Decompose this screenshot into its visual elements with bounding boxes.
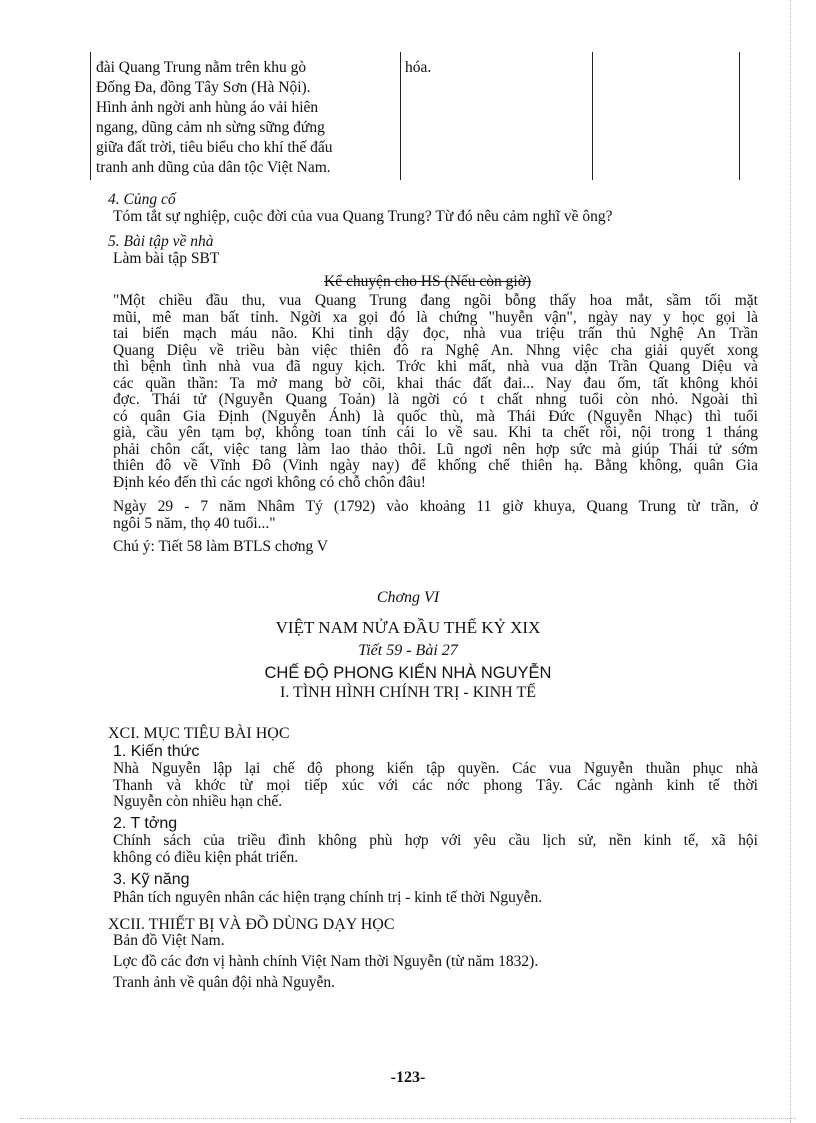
table-cell-line: đài Quang Trung nằm trên khu gò <box>96 59 307 76</box>
table-cell-line: Hình ảnh ngời anh hùng áo vải hiên <box>96 99 319 116</box>
story-line: ngôi 5 năm, thọ 40 tuổi..." <box>113 514 276 532</box>
consolidation-heading: 4. Củng cố <box>108 191 176 208</box>
table-cell-line: giữa đất trời, tiêu biểu cho khí thế đấu <box>96 139 333 156</box>
homework-text: Làm bài tập SBT <box>113 250 220 267</box>
table-border-col1 <box>400 52 401 180</box>
thought-heading: 2. T tởng <box>113 815 178 832</box>
knowledge-line: Thanh và khớc từ mọi tiếp xúc với các nớc phong Tây. Các ngành kinh tế thời <box>113 776 758 794</box>
equipment-item: Lợc đồ các đơn vị hành chính Việt Nam thời Nguyễn (từ năm 1832). <box>113 953 539 970</box>
table-cell-2: hóa. <box>405 59 432 76</box>
story-note: Chú ý: Tiết 58 làm BTLS chơng V <box>113 538 329 555</box>
skills-text: Phân tích nguyên nhân các hiện trạng chính trị - kinh tế thời Nguyễn. <box>113 889 543 906</box>
equipment-item: Tranh ảnh về quân đội nhà Nguyễn. <box>113 974 335 991</box>
objectives-heading: XCI. MỤC TIÊU BÀI HỌC <box>108 725 290 742</box>
story-line: "Một chiều đầu thu, vua Quang Trung đang ngồi bỗng thấy hoa mắt, sầm tối mặt <box>113 292 758 309</box>
story-line: tai biến mạch máu não. Khi tỉnh dậy đọc, nhà vua triệu trấn thủ Nghệ An Trần <box>113 325 758 342</box>
page-edge-right <box>790 0 791 1123</box>
knowledge-paragraph <box>113 761 758 811</box>
section-title: I. TÌNH HÌNH CHÍNH TRỊ - KINH TẾ <box>280 684 536 701</box>
thought-line: Chính sách của triều đình không phù hợp với yêu cầu lịch sử, nền kinh tế, xã hội <box>113 832 758 849</box>
story-line: đợc. Thái tử (Nguyễn Quang Toản) là ngời có t chất nhng tuổi còn nhỏ. Ngoài thì <box>113 391 758 408</box>
equipment-item: Bản đồ Việt Nam. <box>113 932 225 949</box>
knowledge-line: Nguyễn còn nhiều hạn chế. <box>113 793 283 810</box>
table-border-right <box>739 52 740 180</box>
table-cell-line: ngang, dũng cảm nh sừng sững đứng <box>96 119 325 136</box>
table-cell-line: Đống Đa, đồng Tây Sơn (Hà Nội). <box>96 79 311 96</box>
page-edge-bottom <box>20 1118 796 1119</box>
table-cell-line: tranh anh dũng của dân tộc Việt Nam. <box>96 159 331 176</box>
table-border-col2 <box>592 52 593 180</box>
story-title: Kể chuyện cho HS (Nếu còn giờ) <box>324 273 532 290</box>
chapter-title: VIỆT NAM NỬA ĐẦU THẾ KỶ XIX <box>275 618 541 637</box>
story-line: Định kéo đến thì các ngơi không có chỗ chôn đâu! <box>113 473 426 491</box>
story-line: thiên đô về Vĩnh Đô (Vinh ngày nay) để khống chế thiên hạ. Bằng không, quân Gia <box>113 457 758 474</box>
page-number: -123- <box>390 1069 426 1086</box>
lesson-title: CHẾ ĐỘ PHONG KIẾN NHÀ NGUYỄN <box>264 664 552 682</box>
story-line: Quang Diệu về triều bàn việc thiên đô ra Nghệ An. Nhng việc cha giải quyết xong <box>113 341 758 359</box>
skills-heading: 3. Kỹ năng <box>113 871 190 888</box>
story-line: Ngày 29 - 7 năm Nhâm Tý (1792) vào khoảng 11 giờ khuya, Quang Trung từ trần, ở <box>113 498 758 515</box>
homework-heading: 5. Bài tập về nhà <box>108 233 214 250</box>
chapter-label: Chơng VI <box>376 589 440 606</box>
story-line: thì bệnh tình nhà vua đã nguy kịch. Trớc khi mất, nhà vua dặn Trần Quang Diệu và <box>113 358 758 375</box>
story-line: có quân Gia Định (Nguyễn Ánh) là quốc thù, mà Thái Đức (Nguyễn Nhạc) thì tuổi <box>113 407 758 425</box>
equipment-heading: XCII. THIẾT BỊ VÀ ĐỒ DÙNG DẠY HỌC <box>108 916 395 933</box>
consolidation-text: Tóm tắt sự nghiệp, cuộc đời của vua Quang Trung? Từ đó nêu cảm nghĩ về ông? <box>113 208 613 225</box>
thought-line: không có điều kiện phát triển. <box>113 848 299 866</box>
thought-paragraph <box>113 833 758 866</box>
story-line: già, cầu yên tạm bợ, không toan tính cái lo về sau. Khi ta chết rồi, nội trong 1 tháng <box>113 424 758 441</box>
table-border-left <box>90 52 91 180</box>
story-paragraph-1 <box>113 293 758 491</box>
story-line: phải chôn cất, việc tang làm lao thảo thôi. Lũ ngơi nên hợp sức mà giúp Thái tử sớm <box>113 440 758 458</box>
story-line: các quần thần: Ta mở mang bờ cõi, khai thác đất đai... Nay đau ốm, tất không khỏi <box>113 374 758 392</box>
table-cell-content <box>96 58 396 178</box>
knowledge-line: Nhà Nguyễn lập lại chế độ phong kiến tập quyền. Các vua Nguyễn thuần phục nhà <box>113 760 758 777</box>
story-paragraph-2 <box>113 499 758 532</box>
story-line: mũi, mê man bất tỉnh. Ngời xa gọi đó là chứng "huyễn vận", ngày nay y học gọi là <box>113 308 758 326</box>
lesson-number: Tiết 59 - Bài 27 <box>358 642 458 659</box>
knowledge-heading: 1. Kiến thức <box>113 743 200 760</box>
